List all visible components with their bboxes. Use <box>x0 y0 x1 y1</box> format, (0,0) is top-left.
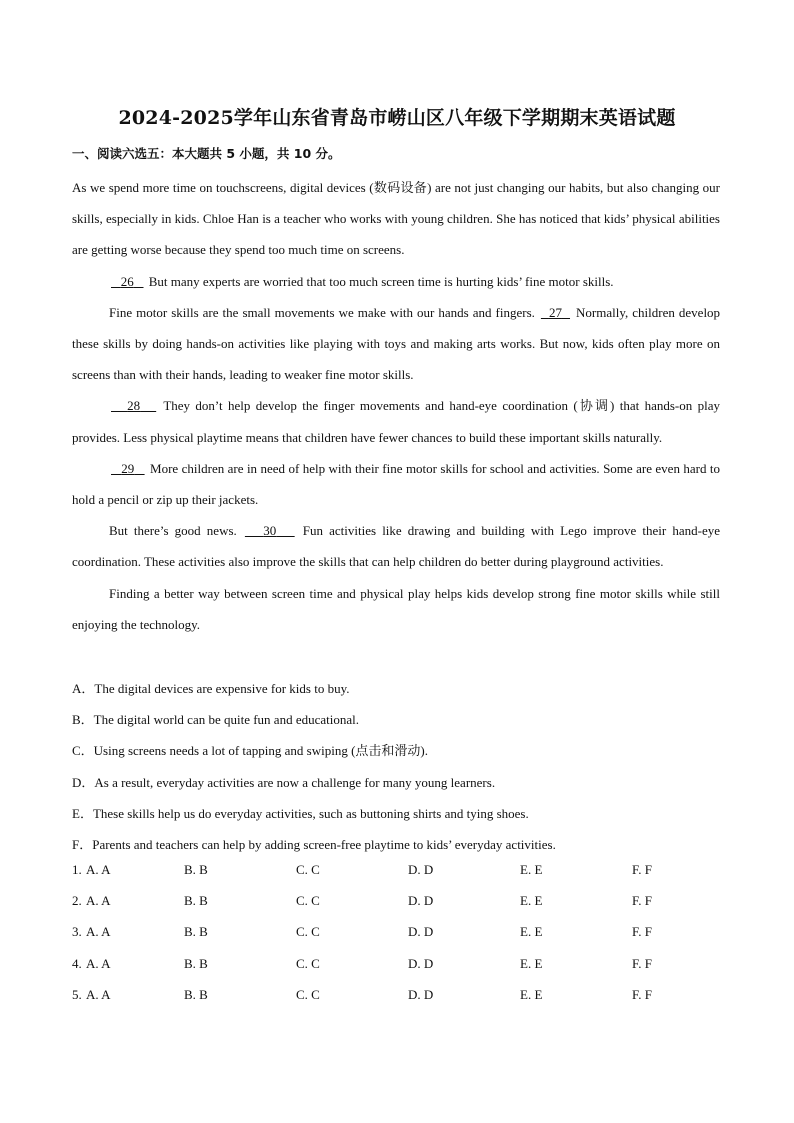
option-f: F．Parents and teachers can help by adding screen-free playtime to kids’ everyday activities. <box>72 837 556 853</box>
blank-26: 26 <box>120 273 134 289</box>
paragraph-1: As we spend more time on touchscreens, digital devices (数码设备) are not just changing our habits, but also changing our skills, especially in kids. Chloe Han is a teacher who works with young children. She has noticed that kids’ physical abilities are getting worse because they spend too much time on screens. <box>72 180 720 258</box>
answer-choice[interactable]: B. B <box>184 862 208 877</box>
option-list <box>72 673 720 860</box>
answer-choice[interactable]: C. C <box>296 893 320 909</box>
answer-choice[interactable]: E. E <box>520 893 543 909</box>
answer-choice[interactable]: B. B <box>184 893 208 909</box>
answer-row <box>72 891 732 922</box>
paragraph-7: Finding a better way between screen time and physical play helps kids develop strong fine motor skills while still enjoying the technology. <box>72 585 720 632</box>
blank-30: 30 <box>263 523 277 539</box>
answer-choice[interactable]: D. D <box>408 893 434 909</box>
answer-choice[interactable]: C. C <box>296 986 320 1002</box>
answer-choice[interactable]: E. E <box>520 924 543 940</box>
blank-28: 28 <box>127 398 141 414</box>
paragraph-5: 29 More children are in need of help with their fine motor skills for school and activities. Some are even hard to hold a pencil or zip up their jackets. <box>72 460 721 508</box>
question-number: 3. <box>72 924 82 940</box>
answer-choice[interactable]: D. D <box>408 924 434 940</box>
paragraph-4: 28 They don’t help develop the finger movements and hand-eye coordination (协调) that hands-on play provides. Less physical playtime means that children have fewer chances to build these important skills naturally. <box>72 398 721 445</box>
paragraph-3: Fine motor skills are the small movements we make with our hands and fingers. 27 Normally, children develop these skills by doing hands-on activities like playing with toys and making arts works. But now, kids often play more on screens than with their hands, leading to weaker fine motor skills. <box>72 304 721 383</box>
answer-choice[interactable]: A. A <box>86 862 111 877</box>
page-title: 2024-2025学年山东省青岛市崂山区八年级下学期期末英语试题 <box>118 107 676 129</box>
question-number: 4. <box>72 955 82 971</box>
answer-choice[interactable]: F. F <box>632 955 652 971</box>
answer-choice[interactable]: D. D <box>408 862 434 877</box>
answer-grid <box>72 860 732 1016</box>
answer-choice[interactable]: A. A <box>86 924 111 940</box>
answer-row <box>72 985 732 1016</box>
section-heading: 一、阅读六选五：本大题共 5 小题，共 10 分。 <box>72 146 341 161</box>
answer-choice[interactable]: A. A <box>86 955 111 971</box>
reading-passage <box>72 172 720 640</box>
answer-choice[interactable]: B. B <box>184 924 208 940</box>
answer-choice[interactable]: B. B <box>184 986 208 1002</box>
answer-row <box>72 954 732 985</box>
answer-choice[interactable]: E. E <box>520 986 543 1002</box>
answer-choice[interactable]: D. D <box>408 955 434 971</box>
option-a: A．The digital devices are expensive for kids to buy. <box>72 681 350 696</box>
question-number: 1. <box>72 862 82 877</box>
answer-choice[interactable]: F. F <box>632 862 652 877</box>
option-e: E．These skills help us do everyday activities, such as buttoning shirts and tying shoes. <box>72 805 529 821</box>
answer-row <box>72 922 732 953</box>
option-c: C．Using screens needs a lot of tapping and swiping (点击和滑动). <box>72 743 429 759</box>
paragraph-6: But there’s good news. 30 Fun activities like drawing and building with Lego improve their hand-eye coordination. These activities also improve the skills that can help children do better during playground activities. <box>72 523 720 570</box>
answer-choice[interactable]: F. F <box>632 924 652 940</box>
question-number: 5. <box>72 986 82 1002</box>
answer-choice[interactable]: E. E <box>520 862 543 877</box>
blank-29: 29 <box>121 460 135 476</box>
option-b: B．The digital world can be quite fun and educational. <box>72 712 359 728</box>
answer-choice[interactable]: E. E <box>520 955 543 971</box>
paragraph-2: 26 But many experts are worried that too much screen time is hurting kids’ fine motor skills. <box>72 266 720 297</box>
answer-choice[interactable]: F. F <box>632 986 652 1002</box>
answer-choice[interactable]: A. A <box>86 986 111 1002</box>
question-number: 2. <box>72 893 82 909</box>
answer-choice[interactable]: B. B <box>184 955 208 971</box>
answer-choice[interactable]: C. C <box>296 924 320 940</box>
answer-row <box>72 860 732 891</box>
option-d: D．As a result, everyday activities are now a challenge for many young learners. <box>72 774 496 790</box>
answer-choice[interactable]: C. C <box>296 955 320 971</box>
answer-choice[interactable]: C. C <box>296 862 320 877</box>
answer-choice[interactable]: A. A <box>86 893 111 909</box>
answer-choice[interactable]: D. D <box>408 986 434 1002</box>
answer-choice[interactable]: F. F <box>632 893 652 909</box>
blank-27: 27 <box>548 304 562 320</box>
